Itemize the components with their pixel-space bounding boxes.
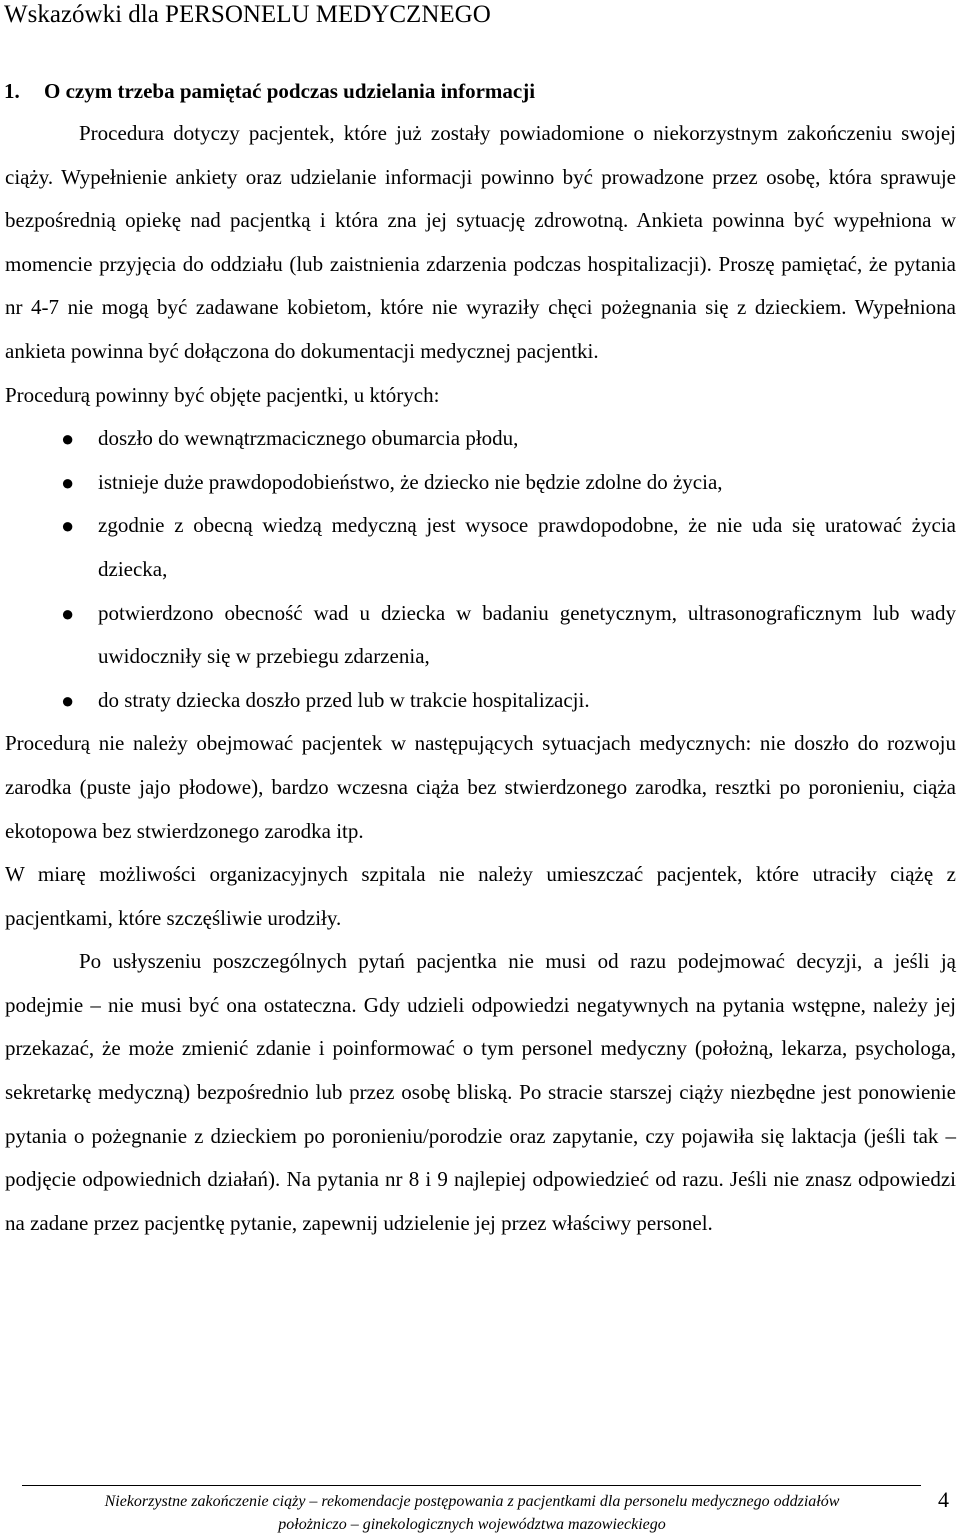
bullet-icon: ● xyxy=(61,426,75,452)
list-item-text: do straty dziecka doszło przed lub w trakcie hospitalizacji. xyxy=(98,687,590,712)
list-item-text: istnieje duże prawdopodobieństwo, że dziecko nie będzie zdolne do życia, xyxy=(98,469,723,494)
bullet-icon: ● xyxy=(61,469,75,495)
bullet-icon: ● xyxy=(61,513,75,539)
section-number: 1. xyxy=(4,79,20,103)
included-lead-paragraph: Procedurą powinny być objęte pacjentki, u których: xyxy=(5,382,440,407)
section-heading-text: O czym trzeba pamiętać podczas udzielania informacji xyxy=(44,79,536,103)
list-item xyxy=(5,679,956,723)
footer-line-2: położniczo – ginekologicznych województwa mazowieckiego xyxy=(278,1516,666,1533)
page-number: 4 xyxy=(938,1487,949,1512)
included-criteria-list xyxy=(5,417,956,722)
list-item xyxy=(5,461,956,505)
intro-paragraph: Procedura dotyczy pacjentek, które już zostały powiadomione o niekorzystnym zakończeniu swojej ciąży. Wypełnienie ankiety oraz udzielanie informacji powinno być prowadzone przez osobę, która sprawuje bezpośrednią opiekę nad pacjentką i która zna jej sytuację zdrowotną. Ankieta powinna być wypełniona w momencie przyjęcia do oddziału (lub zaistnienia zdarzenia podczas hospitalizacji). Proszę pamiętać, że pytania nr 4-7 nie mogą być zadawane kobietom, które nie wyraziły chęci pożegnania się z dzieckiem. Wypełniona ankieta powinna być dołączona do dokumentacji medycznej pacjentki. xyxy=(5,121,956,363)
list-item-text: potwierdzono obecność wad u dziecka w badaniu genetycznym, ultrasonograficznym lub wady uwidoczniły się w przebiegu zdarzenia, xyxy=(98,600,956,669)
rooming-paragraph: W miarę możliwości organizacyjnych szpitala nie należy umieszczać pacjentek, które utraciły ciążę z pacjentkami, które szczęśliwie urodziły. xyxy=(5,862,956,930)
excluded-paragraph: Procedurą nie należy obejmować pacjentek w następujących sytuacjach medycznych: nie doszło do rozwoju zarodka (puste jajo płodowe), bardzo wczesna ciąża bez stwierdzonego zarodka, resztki po poronieniu, ciąża ekotopowa bez stwierdzonego zarodka itp. xyxy=(5,731,956,843)
decision-paragraph: Po usłyszeniu poszczególnych pytań pacjentka nie musi od razu podejmować decyzji, a jeśli ją podejmie – nie musi być ona ostateczna. Gdy udzieli odpowiedzi negatywnych na pytania wstępne, należy jej przekazać, że może zmienić zdanie i poinformować o tym personel medyczny (położną, lekarza, psychologa, sekretarkę medyczną) bezpośrednio lub przez osobę bliską. Po stracie starszej ciąży niezbędne jest ponowienie pytania o pożegnanie z dzieckiem po poronieniu/porodzie oraz zapytanie, czy pojawiła się laktacja (jeśli tak – podjęcie odpowiednich działań). Na pytania nr 8 i 9 najlepiej odpowiedzieć od razu. Jeśli nie znasz odpowiedzi na zadane przez pacjentkę pytanie, zapewnij udzielenie jej przez właściwy personel. xyxy=(5,949,956,1235)
list-item-text: doszło do wewnątrzmacicznego obumarcia płodu, xyxy=(98,426,519,451)
section-heading xyxy=(4,77,535,105)
list-item-text: zgodnie z obecną wiedzą medyczną jest wysoce prawdopodobne, że nie uda się uratować życia dziecka, xyxy=(98,513,956,581)
list-item xyxy=(5,592,956,679)
list-item xyxy=(5,504,956,591)
bullet-icon: ● xyxy=(61,687,75,713)
document-body xyxy=(5,112,956,1245)
list-item xyxy=(5,417,956,461)
document-title: Wskazówki dla PERSONELU MEDYCZNEGO xyxy=(4,1,491,28)
footer-line-1: Niekorzystne zakończenie ciąży – rekomendacje postępowania z pacjentkami dla personelu medycznego oddziałów xyxy=(104,1493,840,1510)
bullet-icon: ● xyxy=(61,600,75,626)
page-footer xyxy=(22,1490,922,1536)
footer-divider xyxy=(22,1485,921,1486)
